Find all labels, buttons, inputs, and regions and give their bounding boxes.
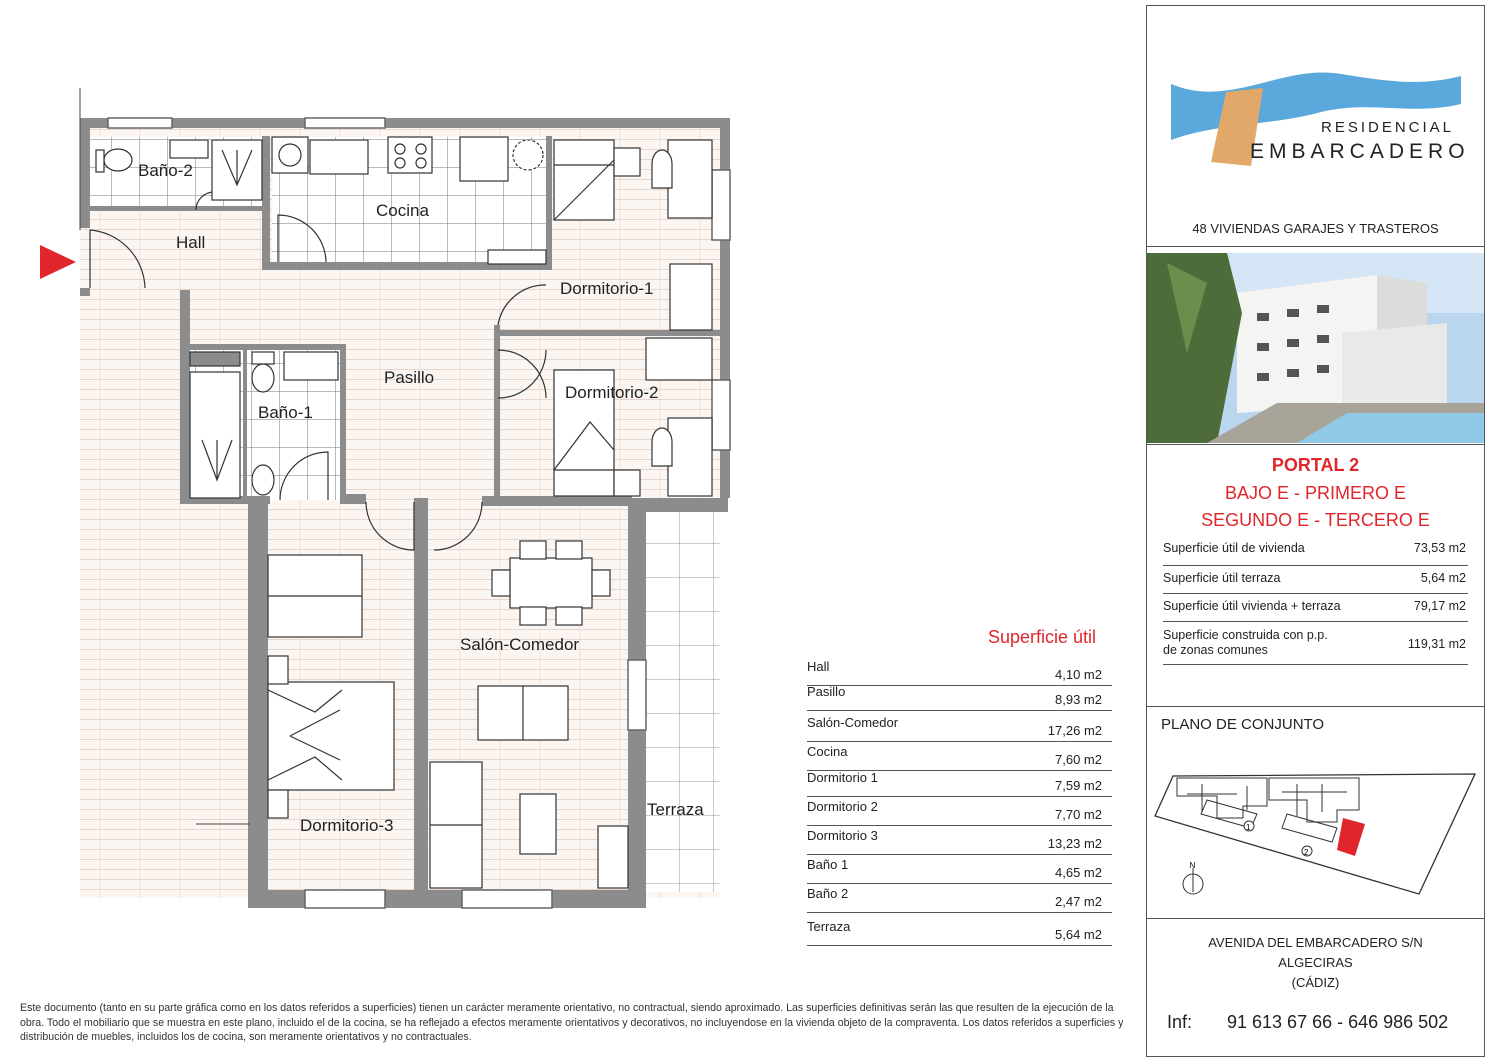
surface-room-name: Pasillo [807,684,846,699]
brand-line-1: RESIDENCIAL [1321,119,1455,136]
surface-table-title: Superficie útil [988,627,1097,647]
brand-line-2: EMBARCADERO [1250,140,1470,163]
summary-value: 73,53 m2 [1413,541,1466,555]
portal-title: PORTAL 2 [1271,455,1360,475]
summary-row [1163,628,1468,665]
site-plan-title: PLANO DE CONJUNTO [1161,716,1325,733]
surface-row [807,826,1112,855]
surface-row [807,797,1112,826]
surface-room-value: 5,64 m2 [1055,927,1102,942]
info-label: Inf: [1167,1012,1193,1032]
surface-room-value: 7,60 m2 [1055,752,1102,767]
project-subtitle: 48 VIVIENDAS GARAJES Y TRASTEROS [1192,221,1439,236]
entrance-arrow-icon [40,245,76,279]
surface-room-name: Dormitorio 3 [807,828,878,843]
room-label-dormitorio1: Dormitorio-1 [560,279,654,298]
surface-room-value: 7,59 m2 [1055,778,1102,793]
surface-row [807,884,1112,913]
summary-row [1163,541,1468,566]
phone-numbers: 91 613 67 66 - 646 986 502 [1227,1012,1449,1032]
surface-room-name: Dormitorio 2 [807,799,878,814]
site-plan-map [1147,766,1484,911]
surface-room-value: 4,65 m2 [1055,865,1102,880]
surface-room-name: Cocina [807,744,848,759]
summary-label: Superficie útil de vivienda [1163,541,1305,555]
summary-value: 79,17 m2 [1413,599,1466,613]
room-label-cocina: Cocina [376,201,429,220]
room-label-salon: Salón-Comedor [460,635,580,654]
floor-plan [0,0,760,920]
address-line-2: ALGECIRAS [1278,955,1353,970]
surface-room-name: Salón-Comedor [807,715,899,730]
summary-label: Superficie útil terraza [1163,571,1281,585]
surface-row [807,742,1112,771]
surface-room-name: Baño 2 [807,886,849,901]
surface-row [807,713,1112,742]
surface-row [807,682,1112,711]
north-arrow-icon [1183,861,1203,894]
surface-room-name: Hall [807,659,830,674]
info-panel [1146,5,1485,1057]
building-photo [1147,253,1484,443]
address-line-1: AVENIDA DEL EMBARCADERO S/N [1208,935,1423,950]
summary-label: Superficie construida con p.p. de zonas comunes [1163,628,1328,657]
address-block [1147,933,1484,993]
room-label-hall: Hall [176,233,206,252]
surface-room-value: 13,23 m2 [1047,836,1102,851]
north-label: N [1189,861,1196,870]
room-label-bano2: Baño-2 [138,161,193,180]
summary-label: Superficie útil vivienda + terraza [1163,599,1341,613]
surface-row [807,768,1112,797]
floors-line-1: BAJO E - PRIMERO E [1224,483,1407,503]
room-label-bano1: Baño-1 [258,403,313,422]
floors-line-2: SEGUNDO E - TERCERO E [1201,510,1430,530]
room-label-pasillo: Pasillo [384,368,435,387]
surface-room-name: Baño 1 [807,857,849,872]
surface-room-value: 17,26 m2 [1047,723,1102,738]
summary-row [1163,599,1468,622]
surface-room-value: 4,10 m2 [1055,667,1102,682]
surface-room-value: 2,47 m2 [1055,894,1102,909]
surface-row [807,855,1112,884]
portal-mark-1: 1 [1246,823,1251,832]
summary-value: 5,64 m2 [1420,571,1466,585]
surface-room-value: 7,70 m2 [1055,807,1102,822]
surface-room-value: 8,93 m2 [1055,692,1102,707]
room-label-dormitorio3: Dormitorio-3 [300,816,394,835]
address-line-3: (CÁDIZ) [1291,975,1340,990]
portal-mark-2: 2 [1304,848,1309,857]
room-label-terraza: Terraza [647,800,704,819]
legal-disclaimer: Este documento (tanto en su parte gráfica como en los datos referidos a superficies) tienen un carácter meramente orientativo, no contractual, siendo aproximado. Las superficies definitivas serán las que resulten de la ejecución de la obra. Todo el mobiliario que se muestra en este plano, incluido el de la cocina, se ha reflejado a efectos meramente orientativos y decorativos, no incluyendose en la vivienda objeto de la compraventa. Los datos referidos a superficies y distribución de muebles, incluidos los de cocina, son meramente orientativos y no contractuales. [20,1002,1124,1043]
summary-row [1163,571,1468,594]
surface-row [807,917,1112,946]
surface-room-name: Terraza [807,919,851,934]
summary-value: 119,31 m2 [1407,637,1466,651]
room-label-dormitorio2: Dormitorio-2 [565,383,659,402]
surface-room-name: Dormitorio 1 [807,770,878,785]
